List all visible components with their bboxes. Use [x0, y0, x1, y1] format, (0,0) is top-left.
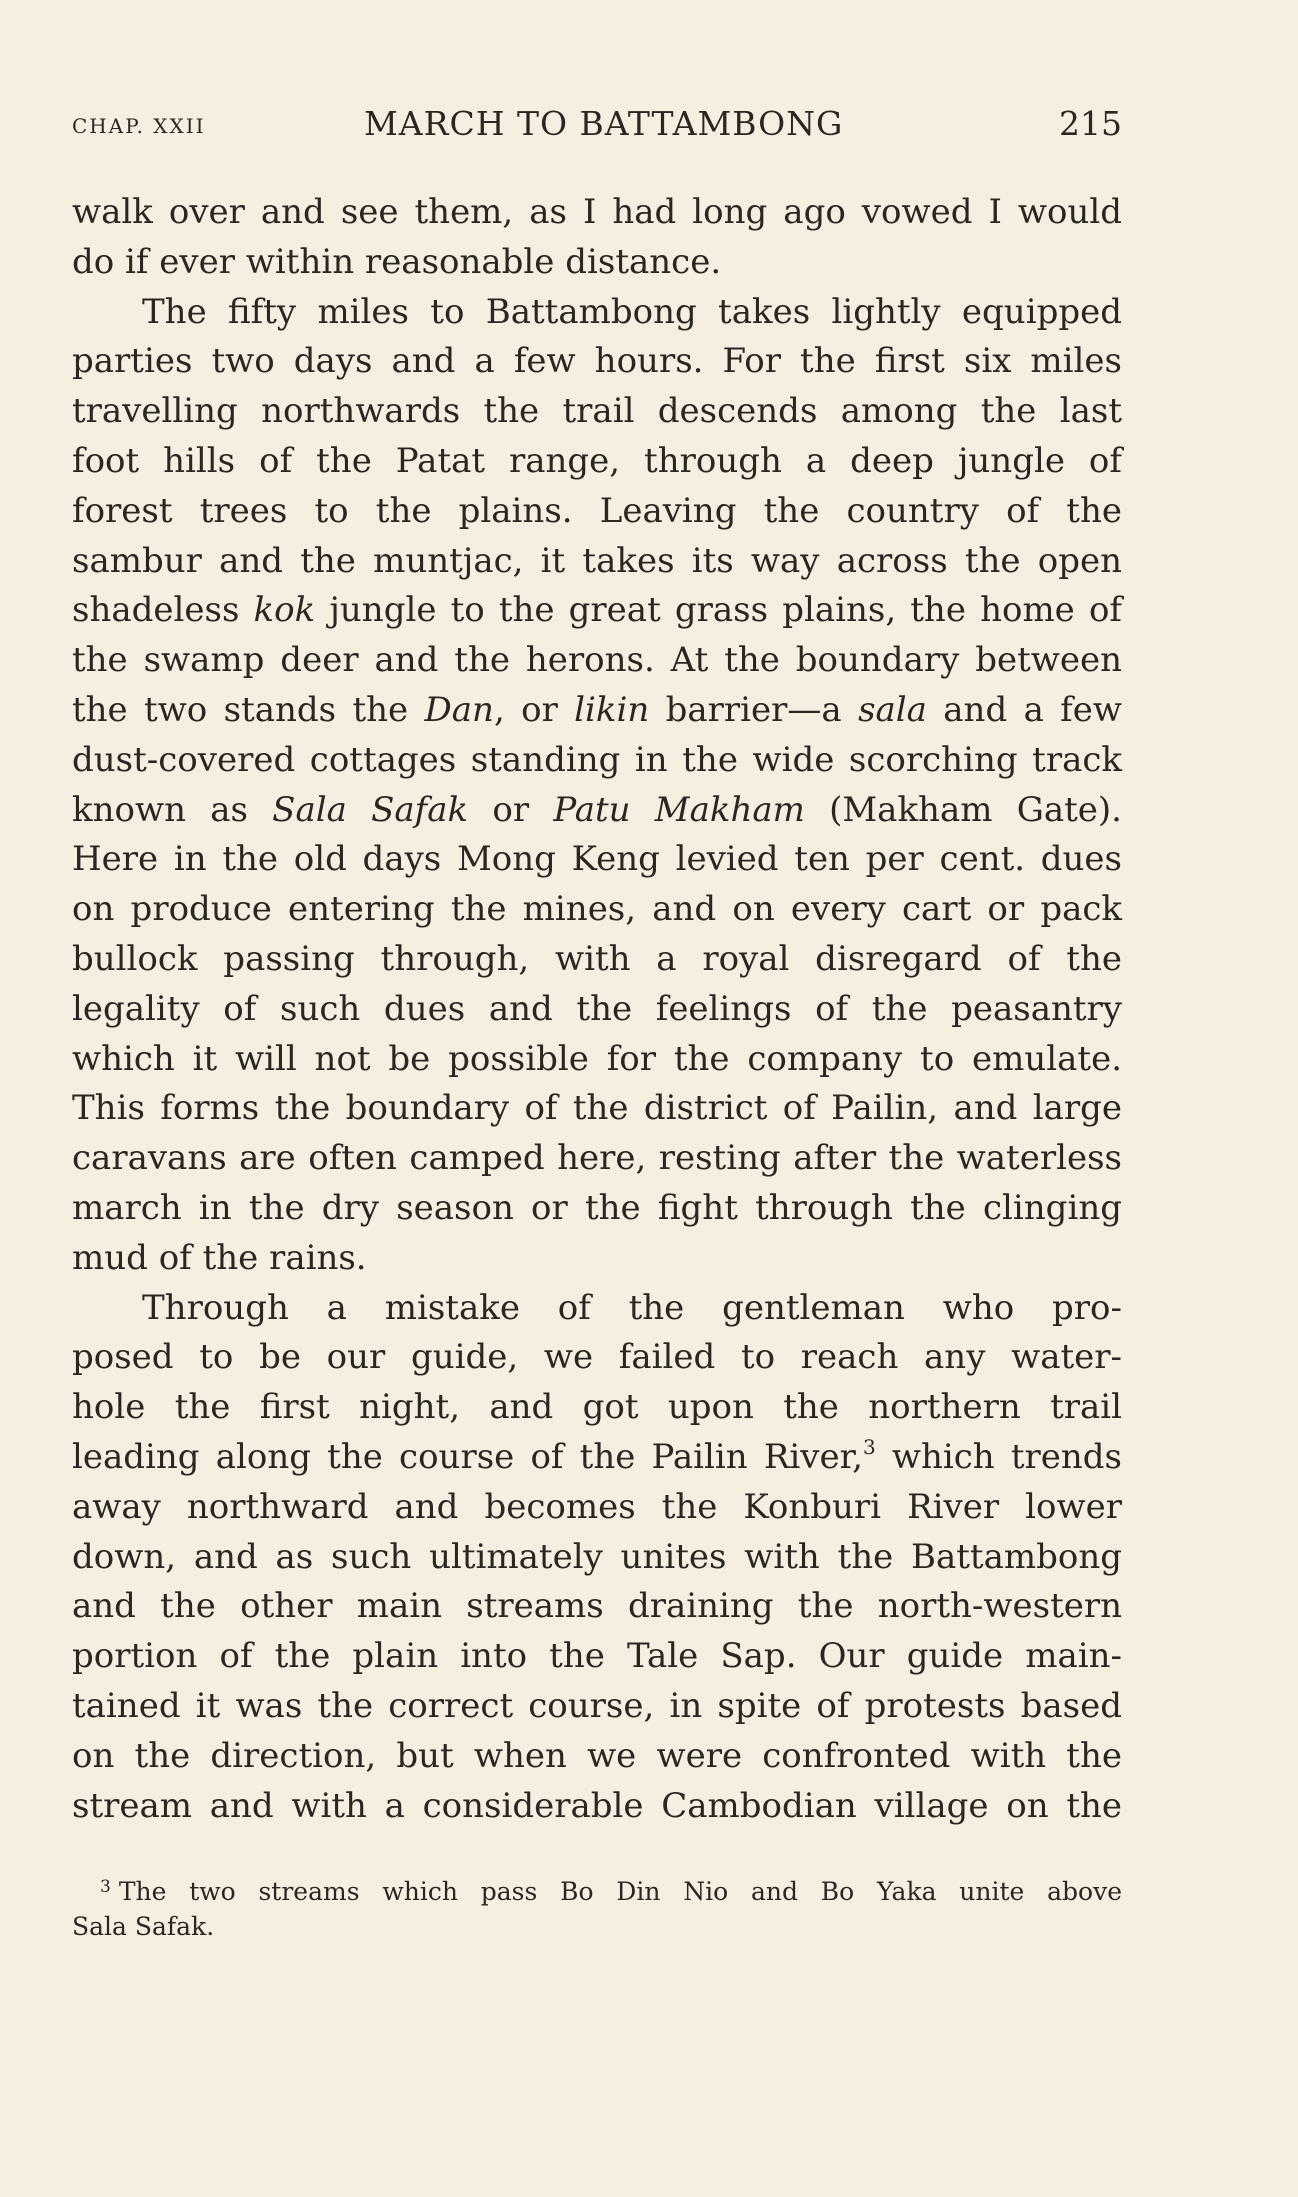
line-text: parties two days and a few hours. For the first six miles	[72, 341, 1122, 382]
line-text: known as	[72, 789, 273, 830]
line-text: away northward and becomes the Konburi River lower	[72, 1486, 1122, 1527]
line-text: Here in the old days Mong Keng levied ten per cent. dues	[72, 839, 1122, 880]
line-text: down, and as such ultimately unites with the Battambong	[72, 1536, 1122, 1577]
line-text: on produce entering the mines, and on every cart or pack	[72, 889, 1122, 930]
italic-term: Dan	[424, 689, 494, 730]
text-line	[72, 1682, 1122, 1732]
text-line	[72, 686, 1122, 736]
text-line	[72, 337, 1122, 387]
line-text: walk over and see them, as I had long ago vowed I would	[72, 192, 1122, 232]
text-line	[72, 1284, 1122, 1334]
line-text: the two stands the	[72, 689, 425, 730]
line-text: Through a mistake of the gentleman who pro-	[142, 1287, 1122, 1328]
text-line	[72, 736, 1122, 786]
running-title: MARCH TO BATTAMBONG	[364, 104, 844, 143]
text-line	[72, 188, 1122, 238]
italic-term: Sala Safak	[272, 789, 469, 830]
line-text: and a few	[926, 689, 1122, 730]
text-line	[72, 636, 1122, 686]
footnote-line	[72, 1909, 1122, 1944]
line-text: leading along the course of the Pailin River,	[72, 1436, 863, 1477]
italic-term: Patu Makham	[553, 789, 805, 830]
line-text: shadeless	[72, 590, 254, 631]
footnote	[72, 1874, 1122, 1944]
text-line	[72, 537, 1122, 587]
line-text: legality of such dues and the feelings of the peasantry	[72, 988, 1122, 1029]
line-text: mud of the rains.	[72, 1237, 367, 1278]
line-text: The fifty miles to Battambong takes lightly equipped	[142, 291, 1122, 332]
line-text: stream and with a considerable Cambodian village on the	[72, 1785, 1122, 1826]
line-text: which trends	[875, 1436, 1122, 1477]
text-line	[72, 1184, 1122, 1234]
text-line	[72, 935, 1122, 985]
text-line	[72, 288, 1122, 338]
page-number: 215	[1059, 104, 1122, 143]
line-text: tained it was the correct course, in spite of protests based	[72, 1685, 1122, 1726]
line-text: do if ever within reasonable distance.	[72, 241, 722, 282]
line-text: caravans are often camped here, resting after the waterless	[72, 1138, 1122, 1179]
text-line	[72, 835, 1122, 885]
text-line	[72, 1582, 1122, 1632]
line-text: foot hills of the Patat range, through a deep jungle of	[72, 440, 1122, 481]
text-line	[72, 586, 1122, 636]
chapter-label: CHAP. XXII	[72, 114, 206, 138]
text-line	[72, 786, 1122, 836]
italic-term: kok	[253, 590, 316, 631]
line-text: on the direction, but when we were confronted with the	[72, 1735, 1122, 1776]
line-text: bullock passing through, with a royal disregard of the	[72, 938, 1122, 979]
text-line	[72, 238, 1122, 288]
line-text: hole the first night, and got upon the northern trail	[72, 1387, 1122, 1428]
line-text: the swamp deer and the herons. At the boundary between	[72, 640, 1122, 681]
line-text: sambur and the muntjac, it takes its way across the open	[72, 540, 1122, 581]
text-line	[72, 487, 1122, 537]
line-text: barrier—a	[649, 689, 859, 730]
line-text: , or	[493, 689, 575, 730]
line-text: or	[468, 789, 554, 830]
line-text: which it will not be possible for the company to emulate.	[72, 1038, 1122, 1079]
footnote-text: The two streams which pass Bo Din Nio and Bo Yaka unite above	[118, 1877, 1122, 1906]
text-line	[72, 1782, 1122, 1832]
text-line	[72, 1483, 1122, 1533]
line-text: posed to be our guide, we failed to reach any water-	[72, 1337, 1122, 1378]
line-text: forest trees to the plains. Leaving the country of the	[72, 490, 1122, 531]
body-text	[72, 188, 1122, 1831]
text-line	[72, 1134, 1122, 1184]
text-line	[72, 885, 1122, 935]
text-line	[72, 985, 1122, 1035]
running-header	[72, 104, 1122, 144]
text-line	[72, 1035, 1122, 1085]
footnote-reference: 3	[862, 1434, 876, 1459]
line-text: (Makham Gate).	[804, 789, 1122, 830]
italic-term: sala	[858, 689, 927, 730]
text-line	[72, 1234, 1122, 1284]
text-line	[72, 437, 1122, 487]
text-line	[72, 1732, 1122, 1782]
line-text: travelling northwards the trail descends among the last	[72, 391, 1122, 432]
footnote-line	[72, 1874, 1122, 1909]
italic-term: likin	[574, 689, 650, 730]
text-line	[72, 1632, 1122, 1682]
line-text: and the other main streams draining the north-western	[72, 1586, 1122, 1627]
line-text: march in the dry season or the fight through the clinging	[72, 1187, 1122, 1228]
text-line	[72, 1533, 1122, 1583]
footnote-text: Sala Safak.	[72, 1912, 215, 1941]
text-line	[72, 1383, 1122, 1433]
text-line	[72, 387, 1122, 437]
footnote-mark: 3	[100, 1877, 111, 1897]
text-line	[72, 1433, 1122, 1483]
line-text: jungle to the great grass plains, the home of	[315, 590, 1122, 631]
text-line	[72, 1333, 1122, 1383]
line-text: portion of the plain into the Tale Sap. Our guide main-	[72, 1636, 1122, 1677]
text-line	[72, 1084, 1122, 1134]
line-text: dust-covered cottages standing in the wide scorching track	[72, 739, 1122, 780]
line-text: This forms the boundary of the district of Pailin, and large	[72, 1088, 1122, 1129]
